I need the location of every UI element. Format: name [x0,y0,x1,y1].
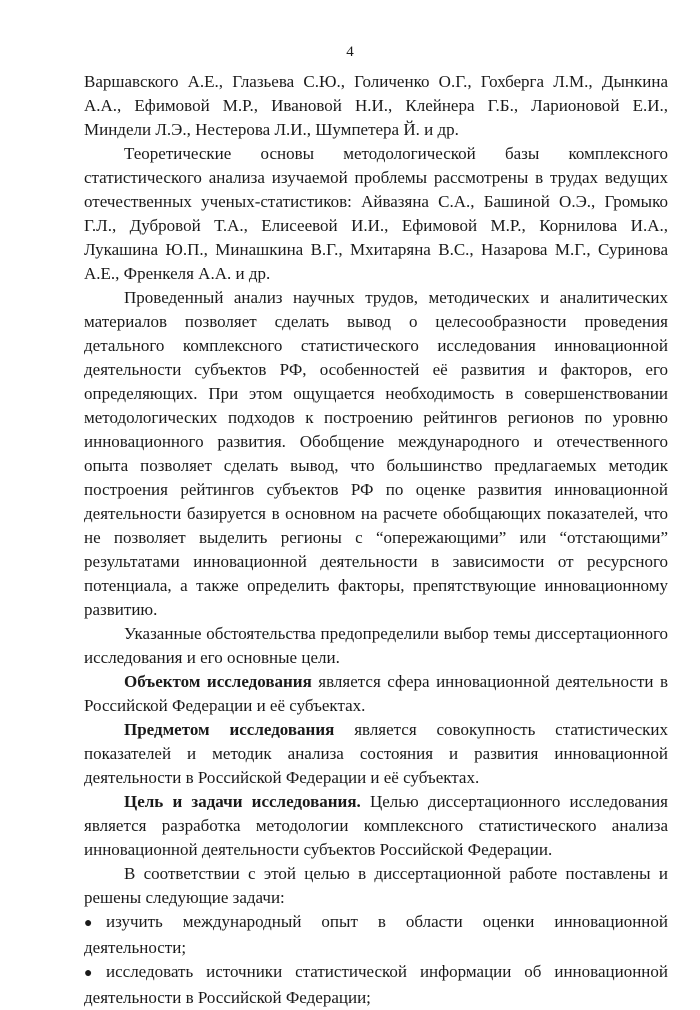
paragraph-goal [84,790,668,862]
list-item-text: изучить международный опыт в области оценки инновационной деятельности; [84,912,668,957]
paragraph-authors-continued: Варшавского А.Е., Глазьева С.Ю., Голиченко О.Г., Гохберга Л.М., Дынкина А.А., Ефимовой М.Р., Ивановой Н.И., Клейнера Г.Б., Ларионовой Е.И., Миндели Л.Э., Нестерова Л.И., Шумпетера Й. и др. [84,72,668,139]
list-item [84,910,668,960]
paragraph-subject [84,718,668,790]
goal-heading: Цель и задачи исследования. [124,792,361,811]
paragraph-tasks-intro: В соответствии с этой целью в диссертационной работе поставлены и решены следующие задачи: [84,864,668,907]
paragraph-theoretical-basis: Теоретические основы методологической базы комплексного статистического анализа изучаемой проблемы рассмотрены в трудах ведущих отечественных ученых-статистиков: Айвазяна С.А., Башиной О.Э., Громыко Г.Л., Дубровой Т.А., Елисеевой И.И., Ефимовой М.Р., Корнилова И.А., Лукашина Ю.П., Минашкина В.Г., Мхитаряна В.С., Назарова М.Г., Суринова А.Е., Френкеля А.А. и др. [84,144,668,283]
object-text: является сфера инновационной деятельности в Российской Федерации и её субъектах. [84,672,669,715]
document-body [84,70,668,1010]
bullet-icon: ● [84,966,93,981]
list-item-text: исследовать источники статистической информации об инновационной деятельности в Российской Федерации; [84,962,668,1007]
paragraph-object [84,670,668,718]
subject-heading: Предметом исследования [124,720,335,739]
bullet-icon: ● [84,916,93,931]
list-item [84,960,668,1010]
subject-text: является совокупность статистических показателей и методик анализа состояния и развития инновационной деятельности в Российской Федерации и её субъектах. [84,720,668,787]
paragraph-topic-choice: Указанные обстоятельства предопределили выбор темы диссертационного исследования и его основные цели. [84,624,668,667]
goal-text: Целью диссертационного исследования является разработка методологии комплексного статистического анализа инновационной деятельности субъектов Российской Федерации. [84,792,668,859]
page-number: 4 [346,44,354,60]
object-heading: Объектом исследования [124,672,312,691]
paragraph-analysis-conclusion: Проведенный анализ научных трудов, методических и аналитических материалов позволяет сделать вывод о целесообразности проведения детального комплексного статистического исследования инновационной деятельности субъектов РФ, особенностей её развития и факторов, его определяющих. При этом ощущается необходимость в совершенствовании методологических подходов к построению рейтингов регионов по уровню инновационного развития. Обобщение международного и отечественного опыта позволяет сделать вывод, что большинство предлагаемых методик построения рейтингов субъектов РФ по оценке развития инновационной деятельности базируется в основном на расчете обобщающих показателей, что не позволяет выделить регионы с “опережающими” или “отстающими” результатами инновационной деятельности в зависимости от ресурсного потенциала, а также определить факторы, препятствующие инновационному развитию. [84,288,668,619]
